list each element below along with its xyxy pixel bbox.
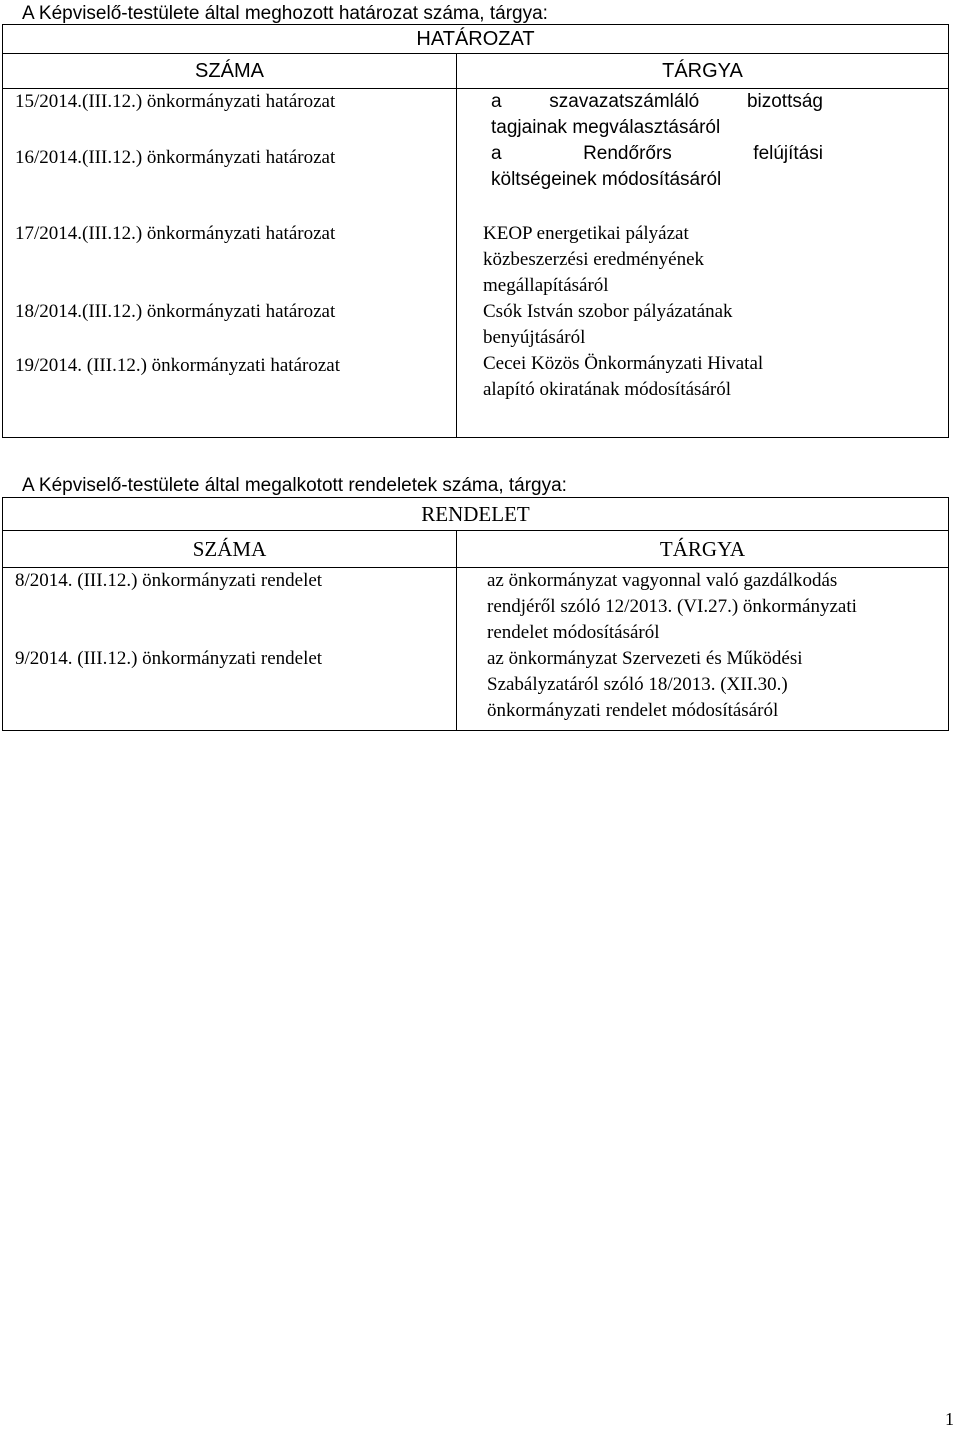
ordinance-number-2: 9/2014. (III.12.) önkormányzati rendelet	[15, 648, 323, 669]
resolution-subject-5: Cecei Közös Önkormányzati Hivatal alapító okiratának módosításáról	[483, 353, 764, 400]
table-header-row	[3, 54, 949, 89]
resolution-number-4: 18/2014.(III.12.) önkormányzati határozat	[15, 301, 336, 322]
ordinance-numbers-cell	[3, 568, 457, 731]
column-header-number: SZÁMA	[3, 531, 457, 568]
resolution-subject-3: KEOP energetikai pályázat közbeszerzési eredményének megállapításáról	[483, 223, 705, 296]
table-header-row	[3, 531, 949, 568]
column-header-number: SZÁMA	[3, 54, 457, 89]
resolution-subject-4: Csók István szobor pályázatának benyújtásáról	[483, 301, 733, 348]
page-number: 1	[945, 1409, 954, 1429]
column-header-subject: TÁRGYA	[457, 54, 949, 89]
table-kind-row	[3, 25, 949, 54]
resolutions-heading: A Képviselő-testülete által meghozott határozat száma, tárgya:	[22, 3, 548, 24]
ordinances-kind: RENDELET	[3, 498, 949, 531]
ordinance-subject-2: az önkormányzat Szervezeti és Működési Szabályzatáról szóló 18/2013. (XII.30.) önkormányzati rendelet módosításáról	[487, 648, 803, 721]
subject-line: a Rendőrőrs felújítási	[491, 143, 823, 164]
resolution-number-5: 19/2014. (III.12.) önkormányzati határozat	[15, 355, 340, 376]
table-body-row	[3, 89, 949, 438]
resolution-number-2: 16/2014.(III.12.) önkormányzati határozat	[15, 147, 336, 168]
table-kind-row	[3, 498, 949, 531]
subject-line: a szavazatszámláló bizottság	[491, 91, 823, 112]
ordinance-number-1: 8/2014. (III.12.) önkormányzati rendelet	[15, 570, 323, 591]
resolution-numbers-cell	[3, 89, 457, 438]
resolutions-table	[2, 24, 949, 438]
resolution-subject-2: a Rendőrőrs felújítási költségeinek módosításáról	[491, 143, 823, 190]
ordinances-heading: A Képviselő-testülete által megalkotott rendeletek száma, tárgya:	[22, 475, 567, 496]
ordinances-table	[2, 497, 949, 731]
resolutions-kind: HATÁROZAT	[3, 25, 949, 54]
resolution-number-1: 15/2014.(III.12.) önkormányzati határozat	[15, 91, 336, 112]
resolution-subjects-cell	[457, 89, 949, 438]
column-header-subject: TÁRGYA	[457, 531, 949, 568]
table-body-row	[3, 568, 949, 731]
resolution-number-3: 17/2014.(III.12.) önkormányzati határozat	[15, 223, 336, 244]
ordinance-subjects-cell	[457, 568, 949, 731]
ordinance-subject-1: az önkormányzat vagyonnal való gazdálkodás rendjéről szóló 12/2013. (VI.27.) önkormányzati rendelet módosításáról	[487, 570, 857, 643]
resolution-subject-1: a szavazatszámláló bizottság tagjainak megválasztásáról	[491, 91, 823, 138]
